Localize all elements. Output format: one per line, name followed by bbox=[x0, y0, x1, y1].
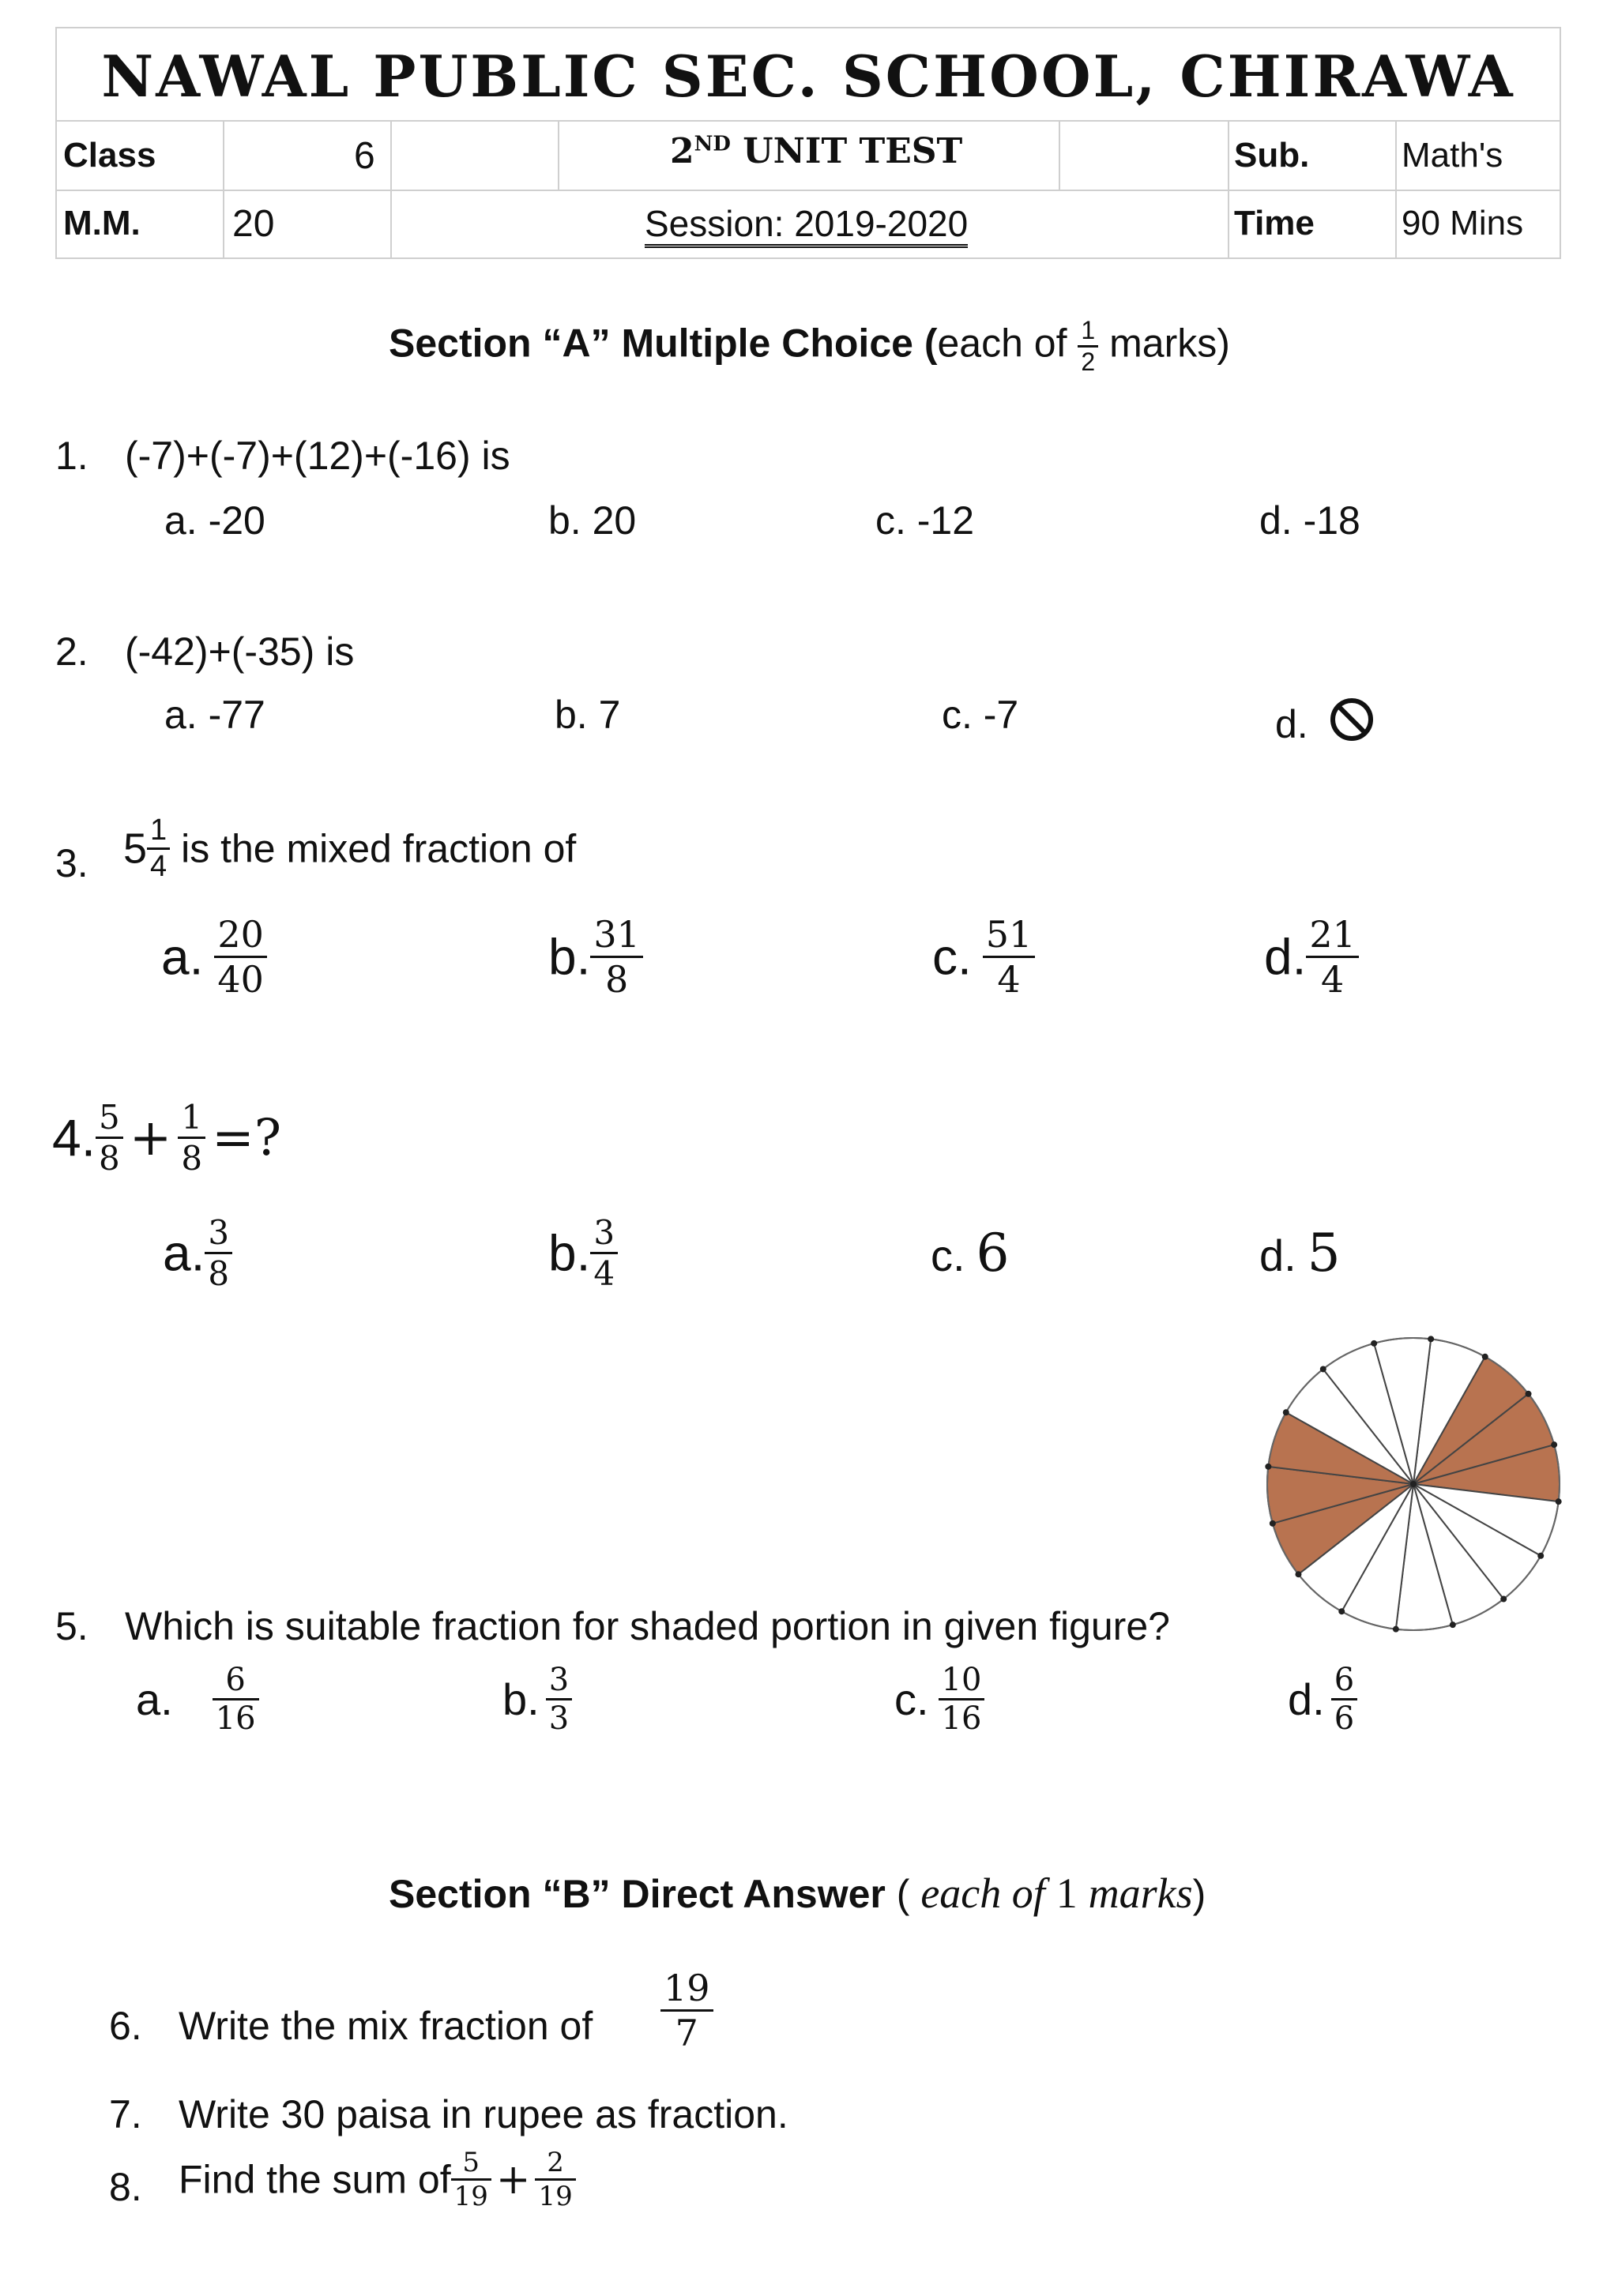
q1-option-b: b. 20 bbox=[548, 498, 637, 543]
frac-numerator: 21 bbox=[1309, 913, 1356, 956]
frac-numerator: 1 bbox=[150, 814, 167, 847]
q5-c-fraction bbox=[939, 1662, 985, 1737]
sector-vertex-dot bbox=[1537, 1553, 1544, 1559]
sector-vertex-dot bbox=[1450, 1621, 1456, 1628]
table-divider bbox=[1228, 120, 1229, 259]
sector-circle-figure bbox=[1259, 1330, 1567, 1638]
session-text: Session: 2019-2020 bbox=[645, 203, 968, 248]
frac-denominator: 8 bbox=[96, 1137, 123, 1178]
option-label: b. bbox=[502, 1674, 540, 1724]
q3-fraction bbox=[147, 814, 170, 884]
q3-a-fraction bbox=[214, 913, 267, 1001]
q3-b-fraction bbox=[590, 913, 643, 1001]
session bbox=[645, 202, 968, 245]
mm-value: 20 bbox=[232, 203, 275, 245]
school-name: NAWAL PUBLIC SEC. SCHOOL, CHIRAWA bbox=[101, 43, 1515, 110]
section-a-title bbox=[389, 316, 1230, 377]
option-label: c. bbox=[894, 1674, 929, 1724]
q1-number: 1. bbox=[55, 434, 88, 478]
q3-option-c bbox=[932, 913, 1035, 1001]
q5-option-b bbox=[502, 1662, 572, 1737]
sector-vertex-dot bbox=[1428, 1336, 1434, 1342]
frac-denominator: 8 bbox=[205, 1252, 232, 1293]
q5-text: Which is suitable fraction for shaded portion in given figure? bbox=[125, 1604, 1170, 1648]
sector-vertex-dot bbox=[1526, 1391, 1532, 1397]
section-b-paren-close: ) bbox=[1192, 1872, 1206, 1916]
q3-c-fraction bbox=[983, 913, 1036, 1001]
q5-a-fraction bbox=[213, 1662, 259, 1737]
time-value: 90 Mins bbox=[1402, 204, 1524, 242]
q8-stem bbox=[179, 2147, 576, 2212]
frac-denominator: 8 bbox=[178, 1137, 205, 1178]
q2-option-a: a. -77 bbox=[164, 693, 265, 737]
sector-vertex-dot bbox=[1500, 1596, 1507, 1603]
table-divider bbox=[57, 120, 1560, 122]
option-label: b. bbox=[548, 928, 591, 986]
q8-number: 8. bbox=[109, 2165, 142, 2209]
q5-option-d bbox=[1288, 1662, 1357, 1737]
sector-vertex-dot bbox=[1551, 1441, 1557, 1448]
section-b-each: each of bbox=[920, 1869, 1045, 1917]
q4-b-fraction bbox=[590, 1213, 618, 1293]
mm-label: M.M. bbox=[63, 204, 141, 242]
frac-numerator: 51 bbox=[985, 913, 1033, 956]
q4-fraction-1 bbox=[96, 1098, 123, 1178]
frac-denominator: 3 bbox=[546, 1698, 572, 1737]
q5-number: 5. bbox=[55, 1604, 88, 1648]
q6-number: 6. bbox=[109, 2004, 142, 2048]
table-divider bbox=[558, 120, 559, 190]
table-divider bbox=[57, 190, 1560, 191]
frac-numerator: 1 bbox=[1081, 316, 1096, 344]
section-a-heading: Section “A” Multiple Choice ( bbox=[389, 321, 938, 366]
q3-stem bbox=[123, 814, 576, 884]
sector-vertex-dot bbox=[1371, 1340, 1377, 1347]
sector-vertex-dot bbox=[1295, 1571, 1301, 1577]
q3-option-d bbox=[1264, 913, 1359, 1001]
q5-option-a bbox=[136, 1662, 259, 1737]
section-b-marks: marks bbox=[1088, 1869, 1193, 1917]
q3-text: is the mixed fraction of bbox=[181, 826, 577, 871]
q4-a-fraction bbox=[205, 1213, 232, 1293]
test-name: UNIT TEST bbox=[743, 131, 963, 171]
frac-numerator: 3 bbox=[593, 1213, 615, 1252]
q3-option-b bbox=[548, 913, 643, 1001]
q8-fraction-2 bbox=[535, 2147, 575, 2212]
option-value: 5 bbox=[1307, 1223, 1341, 1283]
q5-option-c bbox=[894, 1662, 984, 1737]
q3-number: 3. bbox=[55, 841, 88, 885]
q8-fraction-1 bbox=[451, 2147, 491, 2212]
q6-fraction-wrap bbox=[660, 1967, 713, 2054]
sub-value: Math's bbox=[1402, 136, 1503, 175]
sector-vertex-dot bbox=[1556, 1498, 1562, 1505]
sub-label: Sub. bbox=[1234, 136, 1310, 175]
frac-numerator: 6 bbox=[1334, 1662, 1355, 1698]
time-label: Time bbox=[1234, 204, 1315, 242]
frac-numerator: 6 bbox=[225, 1662, 246, 1698]
q7-number: 7. bbox=[109, 2092, 142, 2136]
empty-set-icon bbox=[1327, 695, 1376, 744]
section-a-each: each of bbox=[937, 321, 1067, 366]
q3-whole: 5 bbox=[123, 825, 148, 873]
frac-denominator: 8 bbox=[590, 956, 643, 1001]
q3-d-fraction bbox=[1306, 913, 1359, 1001]
frac-numerator: 3 bbox=[548, 1662, 570, 1698]
class-label: Class bbox=[63, 136, 156, 175]
sector-vertex-dot bbox=[1482, 1354, 1488, 1360]
frac-denominator: 16 bbox=[213, 1698, 259, 1737]
q6-text: Write the mix fraction of bbox=[179, 2004, 593, 2048]
section-b-title bbox=[389, 1869, 1206, 1918]
frac-denominator: 6 bbox=[1331, 1698, 1357, 1737]
table-divider bbox=[1059, 120, 1060, 190]
q5-b-fraction bbox=[546, 1662, 572, 1737]
frac-numerator: 1 bbox=[181, 1098, 203, 1137]
table-divider bbox=[1395, 120, 1397, 259]
frac-denominator: 4 bbox=[1306, 956, 1359, 1001]
equals-question: =? bbox=[212, 1108, 282, 1167]
sector-vertex-dot bbox=[1265, 1464, 1271, 1470]
q6-fraction bbox=[660, 1967, 713, 2054]
test-title bbox=[670, 131, 962, 171]
option-label: c. bbox=[932, 928, 972, 986]
q8-text: Find the sum of bbox=[179, 2157, 451, 2202]
q2-text: (-42)+(-35) is bbox=[125, 629, 355, 674]
option-label: c. bbox=[931, 1231, 965, 1280]
q2-option-d: d. bbox=[1275, 702, 1308, 746]
q5-d-fraction bbox=[1331, 1662, 1357, 1737]
option-label: d. bbox=[1264, 928, 1307, 986]
q4-option-a bbox=[163, 1213, 232, 1293]
frac-numerator: 3 bbox=[208, 1213, 230, 1252]
q2-number: 2. bbox=[55, 629, 88, 674]
option-label: d. bbox=[1259, 1231, 1296, 1280]
sector-vertex-dot bbox=[1283, 1409, 1289, 1415]
plus-sign: + bbox=[129, 1108, 172, 1167]
sector-vertex-dot bbox=[1320, 1366, 1326, 1372]
frac-denominator: 4 bbox=[983, 956, 1036, 1001]
sector-vertex-dot bbox=[1338, 1608, 1345, 1614]
frac-numerator: 19 bbox=[664, 1967, 710, 2009]
frac-numerator: 2 bbox=[547, 2147, 564, 2178]
q3-option-a bbox=[161, 913, 267, 1001]
option-label: d. bbox=[1288, 1674, 1325, 1724]
table-divider bbox=[390, 120, 392, 259]
frac-denominator: 7 bbox=[660, 2009, 713, 2054]
option-label: a. bbox=[163, 1224, 205, 1282]
q4-option-d bbox=[1259, 1223, 1341, 1283]
section-a-fraction bbox=[1078, 316, 1098, 377]
option-label: a. bbox=[136, 1674, 173, 1724]
q4-option-b bbox=[548, 1213, 618, 1293]
frac-numerator: 5 bbox=[462, 2147, 480, 2178]
table-divider bbox=[223, 120, 224, 259]
test-ordinal: 2 bbox=[670, 131, 694, 171]
q4-number: 4. bbox=[52, 1108, 96, 1167]
q1-option-a: a. -20 bbox=[164, 498, 265, 543]
plus-sign: + bbox=[495, 2155, 531, 2204]
frac-numerator: 20 bbox=[217, 913, 264, 956]
section-a-marks: marks) bbox=[1109, 321, 1230, 366]
frac-numerator: 5 bbox=[99, 1098, 120, 1137]
q2-option-b: b. 7 bbox=[555, 693, 621, 737]
frac-denominator: 40 bbox=[214, 956, 267, 1001]
option-label: a. bbox=[161, 928, 204, 986]
option-value: 6 bbox=[976, 1223, 1010, 1283]
frac-denominator: 4 bbox=[147, 847, 170, 884]
header-table bbox=[55, 27, 1561, 259]
frac-denominator: 4 bbox=[590, 1252, 618, 1293]
q2-option-c: c. -7 bbox=[942, 693, 1019, 737]
section-b-paren-open: ( bbox=[896, 1872, 910, 1916]
section-b-one: 1 bbox=[1055, 1869, 1078, 1917]
frac-denominator: 16 bbox=[939, 1698, 985, 1737]
q4-stem bbox=[52, 1098, 281, 1178]
q1-text: (-7)+(-7)+(12)+(-16) is bbox=[125, 434, 510, 478]
option-label: b. bbox=[548, 1224, 591, 1282]
q4-fraction-2 bbox=[178, 1098, 205, 1178]
section-b-heading: Section “B” Direct Answer bbox=[389, 1872, 886, 1916]
sector-vertex-dot bbox=[1393, 1626, 1399, 1633]
q1-option-c: c. -12 bbox=[875, 498, 975, 543]
frac-denominator: 19 bbox=[535, 2178, 575, 2212]
class-value: 6 bbox=[354, 135, 375, 177]
frac-numerator: 10 bbox=[941, 1662, 982, 1698]
center-dot bbox=[1410, 1481, 1417, 1487]
frac-denominator: 2 bbox=[1078, 345, 1098, 377]
frac-numerator: 31 bbox=[593, 913, 640, 956]
test-superscript: ND bbox=[694, 132, 731, 156]
frac-denominator: 19 bbox=[451, 2178, 491, 2212]
q1-option-d: d. -18 bbox=[1259, 498, 1360, 543]
sector-vertex-dot bbox=[1270, 1520, 1276, 1527]
q7-text: Write 30 paisa in rupee as fraction. bbox=[179, 2092, 788, 2136]
q4-option-c bbox=[931, 1223, 1009, 1283]
